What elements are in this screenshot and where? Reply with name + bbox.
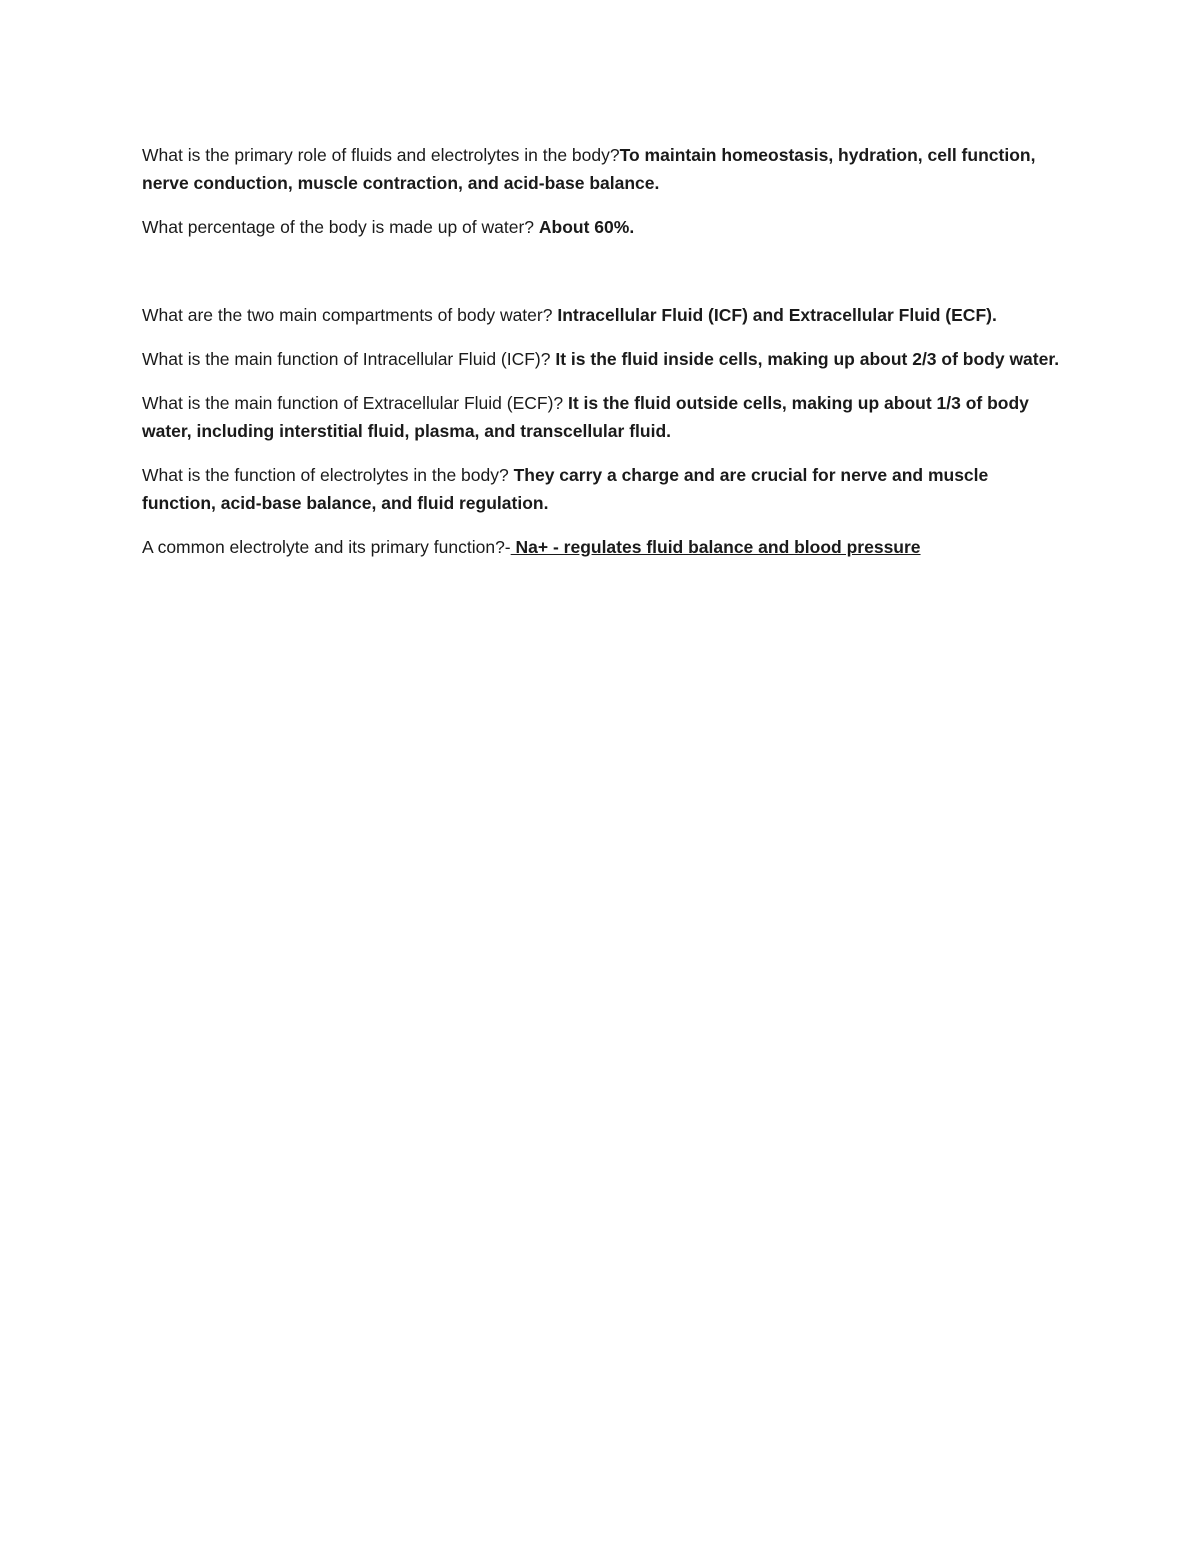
qa-item-icf-function (142, 345, 1062, 373)
answer-text: They carry a charge and are crucial for nerve and muscle function, acid-base balance, and fluid regulation. (142, 465, 989, 513)
answer-text: It is the fluid inside cells, making up about 2/3 of body water. (555, 349, 1060, 369)
answer-text: Na+ - regulates fluid balance and blood pressure (510, 537, 921, 557)
answer-text: It is the fluid outside cells, making up about 1/3 of body water, including interstitial fluid, plasma, and transcellular fluid. (142, 393, 1029, 441)
qa-item-water-percentage (142, 213, 1062, 241)
qa-item-water-compartments (142, 301, 1062, 329)
question-text: A common electrolyte and its primary function?- (142, 537, 511, 557)
question-text: What is the main function of Extracellular Fluid (ECF)? (142, 393, 568, 413)
question-text: What are the two main compartments of body water? (142, 305, 558, 325)
document-body (142, 141, 1062, 577)
answer-text: Intracellular Fluid (ICF) and Extracellular Fluid (ECF). (557, 305, 997, 325)
answer-text: To maintain homeostasis, hydration, cell function, nerve conduction, muscle contraction, and acid-base balance. (142, 145, 1036, 193)
question-text: What percentage of the body is made up of water? (142, 217, 539, 237)
qa-item-electrolyte-function (142, 461, 1062, 517)
answer-text: About 60%. (538, 217, 635, 237)
qa-item-primary-role (142, 141, 1062, 197)
qa-item-ecf-function (142, 389, 1062, 445)
question-text: What is the main function of Intracellular Fluid (ICF)? (142, 349, 556, 369)
qa-item-common-electrolyte (142, 533, 1062, 561)
question-text: What is the function of electrolytes in the body? (142, 465, 514, 485)
question-text: What is the primary role of fluids and electrolytes in the body? (142, 145, 620, 165)
